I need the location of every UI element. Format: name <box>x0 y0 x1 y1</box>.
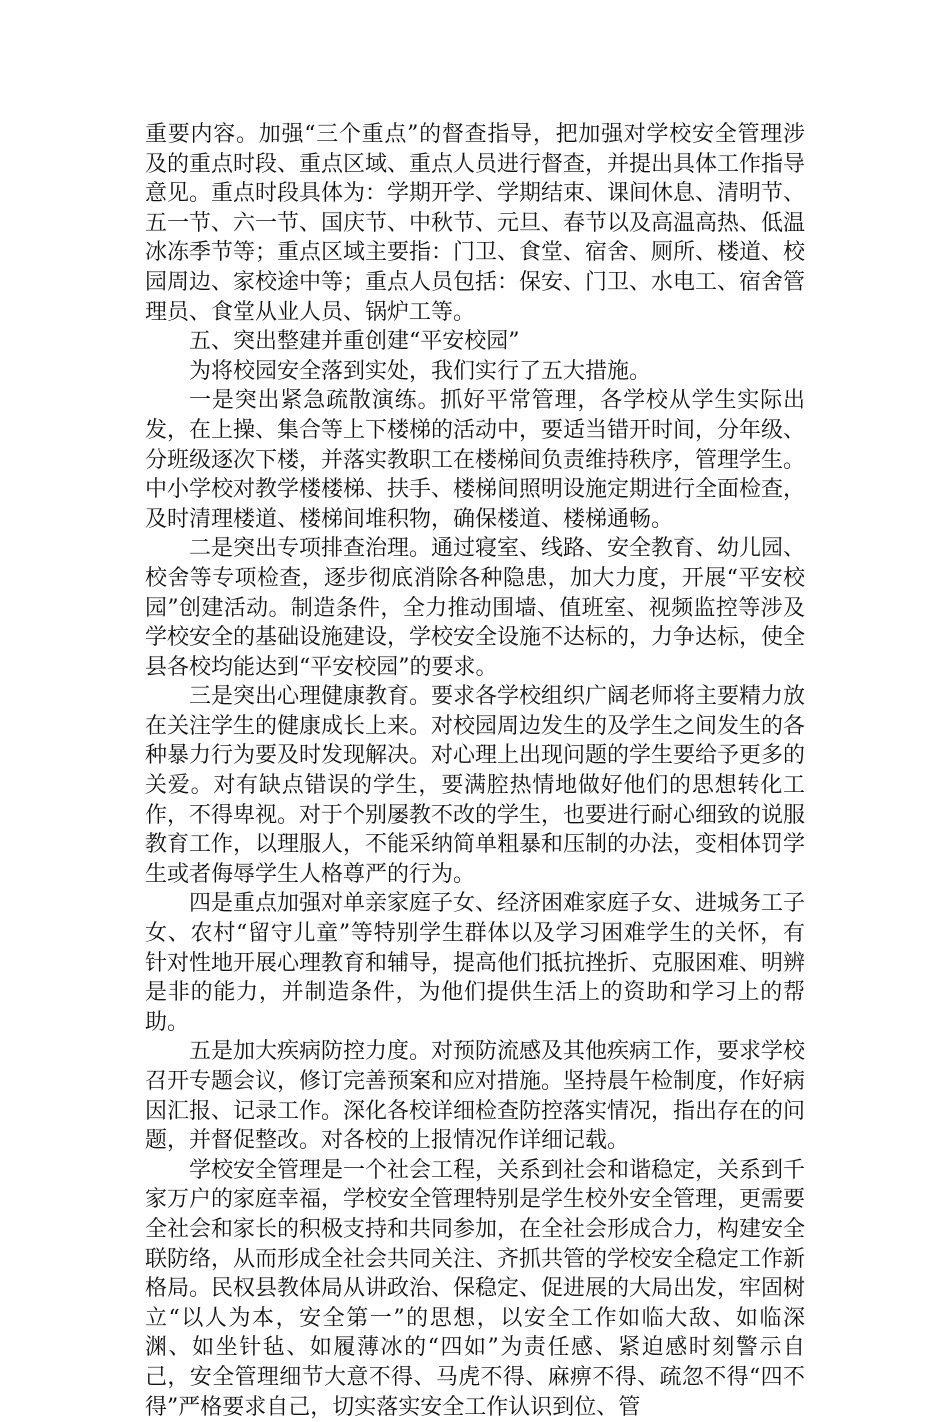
paragraph-five-measures-intro: 为将校园安全落到实处，我们实行了五大措施。 <box>189 358 652 384</box>
paragraph-measure-special-groups: 四是重点加强对单亲家庭子女、经济困难家庭子女、进城务工子女、农村“留守儿童”等特别学生群体以及学习困难学生的关怀，有针对性地开展心理教育和辅导，提高他们抵抗挫折、克服困难、明辨是非的能力，并制造条件，为他们提供生活上的资助和学习上的帮助。 <box>145 891 806 1035</box>
paragraph-social-engineering: 学校安全管理是一个社会工程，关系到社会和谐稳定，关系到千家万户的家庭幸福，学校安全管理特别是学生校外安全管理，更需要全社会和家长的积极支持和共同参加，在全社会形成合力，构建安全联防络，从而形成全社会共同关注、齐抓共管的学校安全稳定工作新格局。民权县教体局从讲政治、保稳定、促进展的大局出发，牢固树立“以人为本，安全第一”的思想，以安全工作如临大敌、如临深渊、如坐针毡、如履薄冰的“四如”为责任感、紧迫感时刻警示自己，安全管理细节大意不得、马虎不得、麻痹不得、疏忽不得“四不得”严格要求自己，切实落实安全工作认识到位、管 <box>145 1157 806 1420</box>
paragraph-measure-evacuation-drill: 一是突出紧急疏散演练。抓好平常管理，各学校从学生实际出发，在上操、集合等上下楼梯的活动中，要适当错开时间，分年级、分班级逐次下楼，并落实教职工在楼梯间负责维持秩序，管理学生。中小学校对教学楼楼梯、扶手、楼梯间照明设施定期进行全面检查，及时清理楼道、楼梯间堆积物，确保楼道、楼梯通畅。 <box>145 388 806 532</box>
paragraph-key-points: 重要内容。加强“三个重点”的督查指导，把加强对学校安全管理涉及的重点时段、重点区域、重点人员进行督查，并提出具体工作指导意见。重点时段具体为：学期开学、学期结束、课间休息、清明节、五一节、六一节、国庆节、中秋节、元旦、春节以及高温高热、低温冰冻季节等；重点区域主要指：门卫、食堂、宿舍、厕所、楼道、校园周边、家校途中等；重点人员包括：保安、门卫、水电工、宿舍管理员、食堂从业人员、锅炉工等。 <box>145 122 806 325</box>
section-heading-safe-campus: 五、突出整建并重创建“平安校园” <box>189 329 520 355</box>
paragraph-measure-mental-health: 三是突出心理健康教育。要求各学校组织广阔老师将主要精力放在关注学生的健康成长上来。对校园周边发生的及学生之间发生的各种暴力行为要及时发现解决。对心理上出现问题的学生要给予更多的关爱。对有缺点错误的学生，要满腔热情地做好他们的思想转化工作，不得卑视。对于个别屡教不改的学生，也要进行耐心细致的说服教育工作，以理服人，不能采纳简单粗暴和压制的办法，变相体罚学生或者侮辱学生人格尊严的行为。 <box>145 684 806 887</box>
document-body <box>145 120 805 1422</box>
paragraph-measure-inspection: 二是突出专项排查治理。通过寝室、线路、安全教育、幼儿园、校舍等专项检查，逐步彻底消除各种隐患，加大力度，开展“平安校园”创建活动。制造条件，全力推动围墙、值班室、视频监控等涉及学校安全的基础设施建设，学校安全设施不达标的，力争达标，使全县各校均能达到“平安校园”的要求。 <box>145 536 806 680</box>
paragraph-measure-disease-control: 五是加大疾病防控力度。对预防流感及其他疾病工作，要求学校召开专题会议，修订完善预案和应对措施。坚持晨午检制度，作好病因汇报、记录工作。深化各校详细检查防控落实情况，指出存在的问题，并督促整改。对各校的上报情况作详细记载。 <box>145 1039 806 1154</box>
